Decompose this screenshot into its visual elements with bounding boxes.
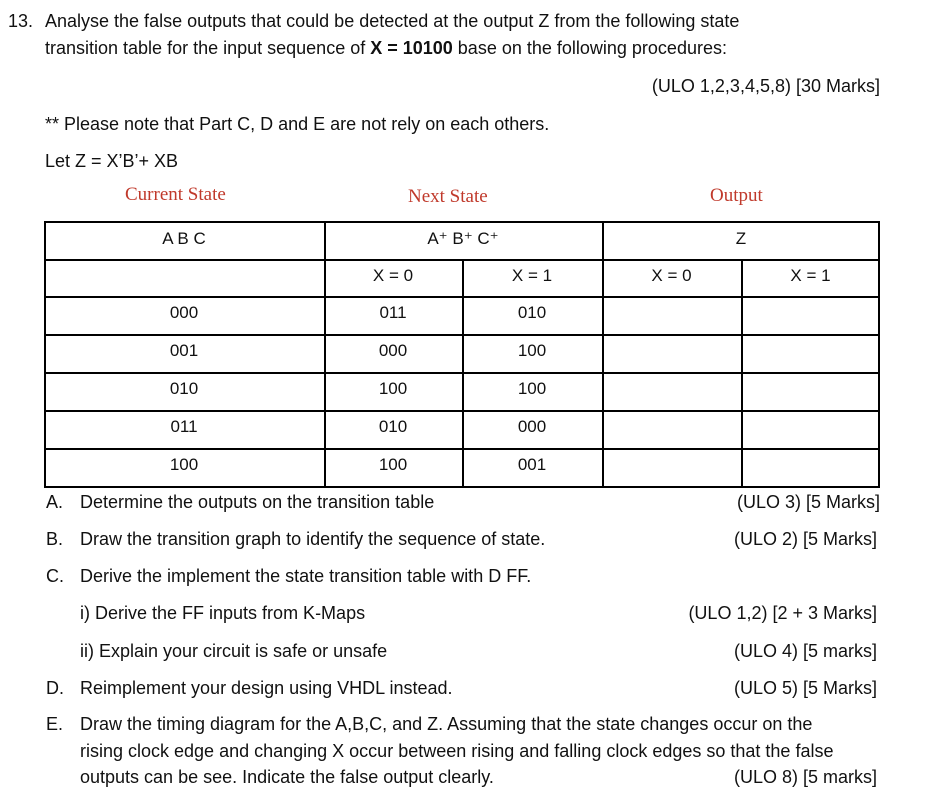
state-transition-table — [44, 221, 880, 488]
question-line2-post: base on the following procedures: — [452, 38, 727, 58]
table-cell-next-x1: 000 — [517, 417, 547, 436]
part-b-marks: (ULO 2) [5 Marks] — [733, 529, 877, 549]
table-cell-next-x0: 010 — [378, 417, 408, 436]
table-cell-state: 010 — [169, 379, 199, 398]
table-cell-next-x1: 100 — [517, 379, 547, 398]
part-b — [46, 529, 545, 550]
output-equation: Let Z = X’B’+ XB — [45, 151, 179, 171]
part-e-line2: rising clock edge and changing X occur between rising and falling clock edges so that the false — [80, 741, 834, 761]
part-e-marks: (ULO 8) [5 marks] — [733, 767, 877, 787]
part-d-marks: (ULO 5) [5 Marks] — [733, 678, 877, 698]
question-text-line1: Analyse the false outputs that could be detected at the output Z from the following state — [45, 11, 740, 31]
part-c-ii-marks: (ULO 4) [5 marks] — [733, 641, 877, 661]
part-a — [46, 492, 434, 513]
part-a-marks: (ULO 3) [5 Marks] — [736, 492, 880, 512]
part-c-text: Derive the implement the state transition table with D FF. — [80, 566, 532, 586]
part-c — [46, 566, 531, 587]
table-cell-next-x1: 100 — [517, 341, 547, 360]
question-line2-pre: transition table for the input sequence of — [45, 38, 371, 58]
table-cell-next-x1: 010 — [517, 303, 547, 322]
table-cell-next-x0: 100 — [378, 455, 408, 474]
subheader-next-x0: X = 0 — [372, 266, 414, 285]
subheader-next-x1: X = 1 — [511, 266, 553, 285]
table-cell-state: 011 — [170, 417, 198, 436]
current-state-label: Current State — [125, 184, 226, 205]
part-c-i-text: i) Derive the FF inputs from K-Maps — [80, 603, 366, 623]
header-abc: A B C — [162, 229, 206, 248]
input-sequence: X = 10100 — [370, 38, 453, 58]
part-d — [46, 678, 453, 699]
part-b-text: Draw the transition graph to identify the sequence of state. — [80, 529, 546, 549]
part-b-label: B. — [46, 529, 64, 549]
question-number: 13. — [8, 11, 34, 31]
header-next-state: A⁺ B⁺ C⁺ — [427, 229, 499, 248]
part-c-ii-text: ii) Explain your circuit is safe or unsafe — [80, 641, 388, 661]
part-e-label: E. — [46, 714, 64, 734]
question-text-line2 — [45, 38, 727, 59]
table-cell-next-x0: 011 — [379, 303, 407, 322]
table-cell-state: 000 — [169, 303, 199, 322]
table-cell-next-x0: 100 — [378, 379, 408, 398]
table-cell-next-x0: 000 — [378, 341, 408, 360]
part-e-line3: outputs can be see. Indicate the false output clearly. — [80, 767, 494, 787]
table-cell-state: 001 — [169, 341, 199, 360]
table-cell-state: 100 — [169, 455, 199, 474]
part-d-text: Reimplement your design using VHDL instead. — [80, 678, 453, 698]
part-c-label: C. — [46, 566, 64, 586]
note-text: ** Please note that Part C, D and E are not rely on each others. — [45, 114, 550, 134]
subheader-z-x0: X = 0 — [651, 266, 692, 285]
next-state-label: Next State — [408, 186, 488, 207]
part-d-label: D. — [46, 678, 64, 698]
part-a-label: A. — [46, 492, 64, 512]
header-z: Z — [735, 229, 747, 248]
part-a-text: Determine the outputs on the transition table — [80, 492, 435, 512]
question-marks: (ULO 1,2,3,4,5,8) [30 Marks] — [651, 76, 880, 96]
part-e-line1: Draw the timing diagram for the A,B,C, and Z. Assuming that the state changes occur on the — [80, 714, 813, 734]
part-e — [46, 714, 812, 735]
table-cell-next-x1: 001 — [517, 455, 547, 474]
output-label: Output — [710, 185, 763, 206]
part-c-i-marks: (ULO 1,2) [2 + 3 Marks] — [688, 603, 877, 623]
subheader-z-x1: X = 1 — [790, 266, 831, 285]
